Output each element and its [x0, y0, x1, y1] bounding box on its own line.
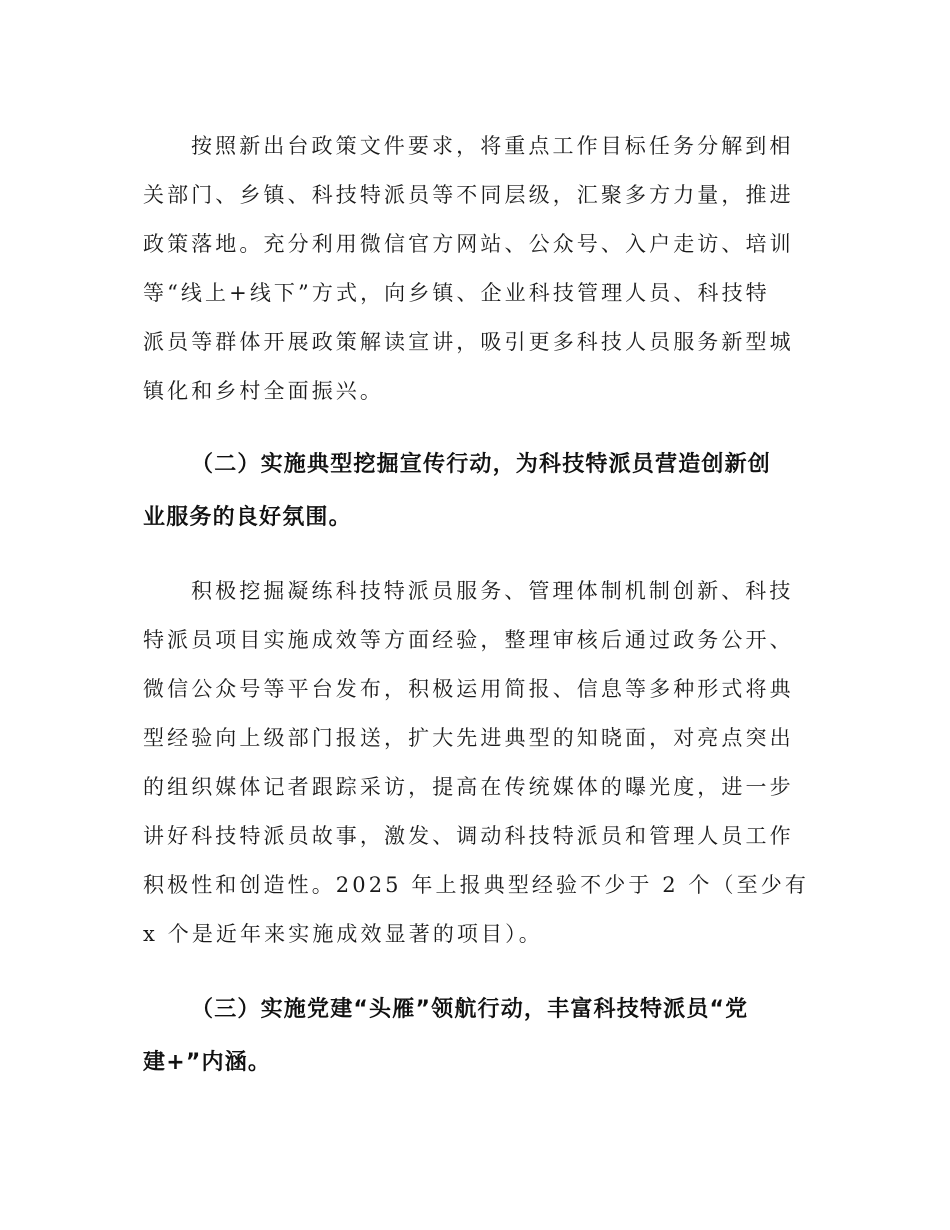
paragraph-typical-cases	[143, 567, 811, 959]
text-line: 积极性和创造性。2025 年上报典型经验不少于 2 个（至少有	[143, 873, 809, 897]
document-body	[143, 122, 811, 1089]
text-line: 讲好科技特派员故事，激发、调动科技特派员和管理人员工作	[143, 824, 794, 848]
heading-line: （二）实施典型挖掘宣传行动，为科技特派员营造创新创	[191, 452, 772, 477]
text-line: 镇化和乡村全面振兴。	[143, 379, 384, 403]
text-line: 特派员项目实施成效等方面经验，整理审核后通过政务公开、	[143, 628, 794, 652]
heading-line: 建+”内涵。	[143, 1050, 272, 1075]
paragraph-policy-implementation	[143, 122, 811, 416]
section-heading-2	[143, 438, 811, 544]
text-line: x 个是近年来实施成效显著的项目）。	[143, 922, 543, 946]
text-line: 政策落地。充分利用微信官方网站、公众号、入户走访、培训	[143, 232, 794, 256]
text-line: 积极挖掘凝练科技特派员服务、管理体制机制创新、科技	[191, 579, 794, 603]
text-line: 型经验向上级部门报送，扩大先进典型的知晓面，对亮点突出	[143, 726, 794, 750]
text-line: 关部门、乡镇、科技特派员等不同层级，汇聚多方力量，推进	[143, 183, 794, 207]
text-line: 派员等群体开展政策解读宣讲，吸引更多科技人员服务新型城	[143, 330, 794, 354]
heading-line: 业服务的良好氛围。	[143, 505, 352, 530]
section-heading-3	[143, 983, 811, 1089]
text-line: 微信公众号等平台发布，积极运用简报、信息等多种形式将典	[143, 677, 794, 701]
text-line: 的组织媒体记者跟踪采访，提高在传统媒体的曝光度，进一步	[143, 775, 794, 799]
text-line: 按照新出台政策文件要求，将重点工作目标任务分解到相	[191, 134, 794, 158]
heading-line: （三）实施党建“头雁”领航行动，丰富科技特派员“党	[191, 997, 749, 1022]
text-line: 等“线上+线下”方式，向乡镇、企业科技管理人员、科技特	[143, 281, 770, 305]
